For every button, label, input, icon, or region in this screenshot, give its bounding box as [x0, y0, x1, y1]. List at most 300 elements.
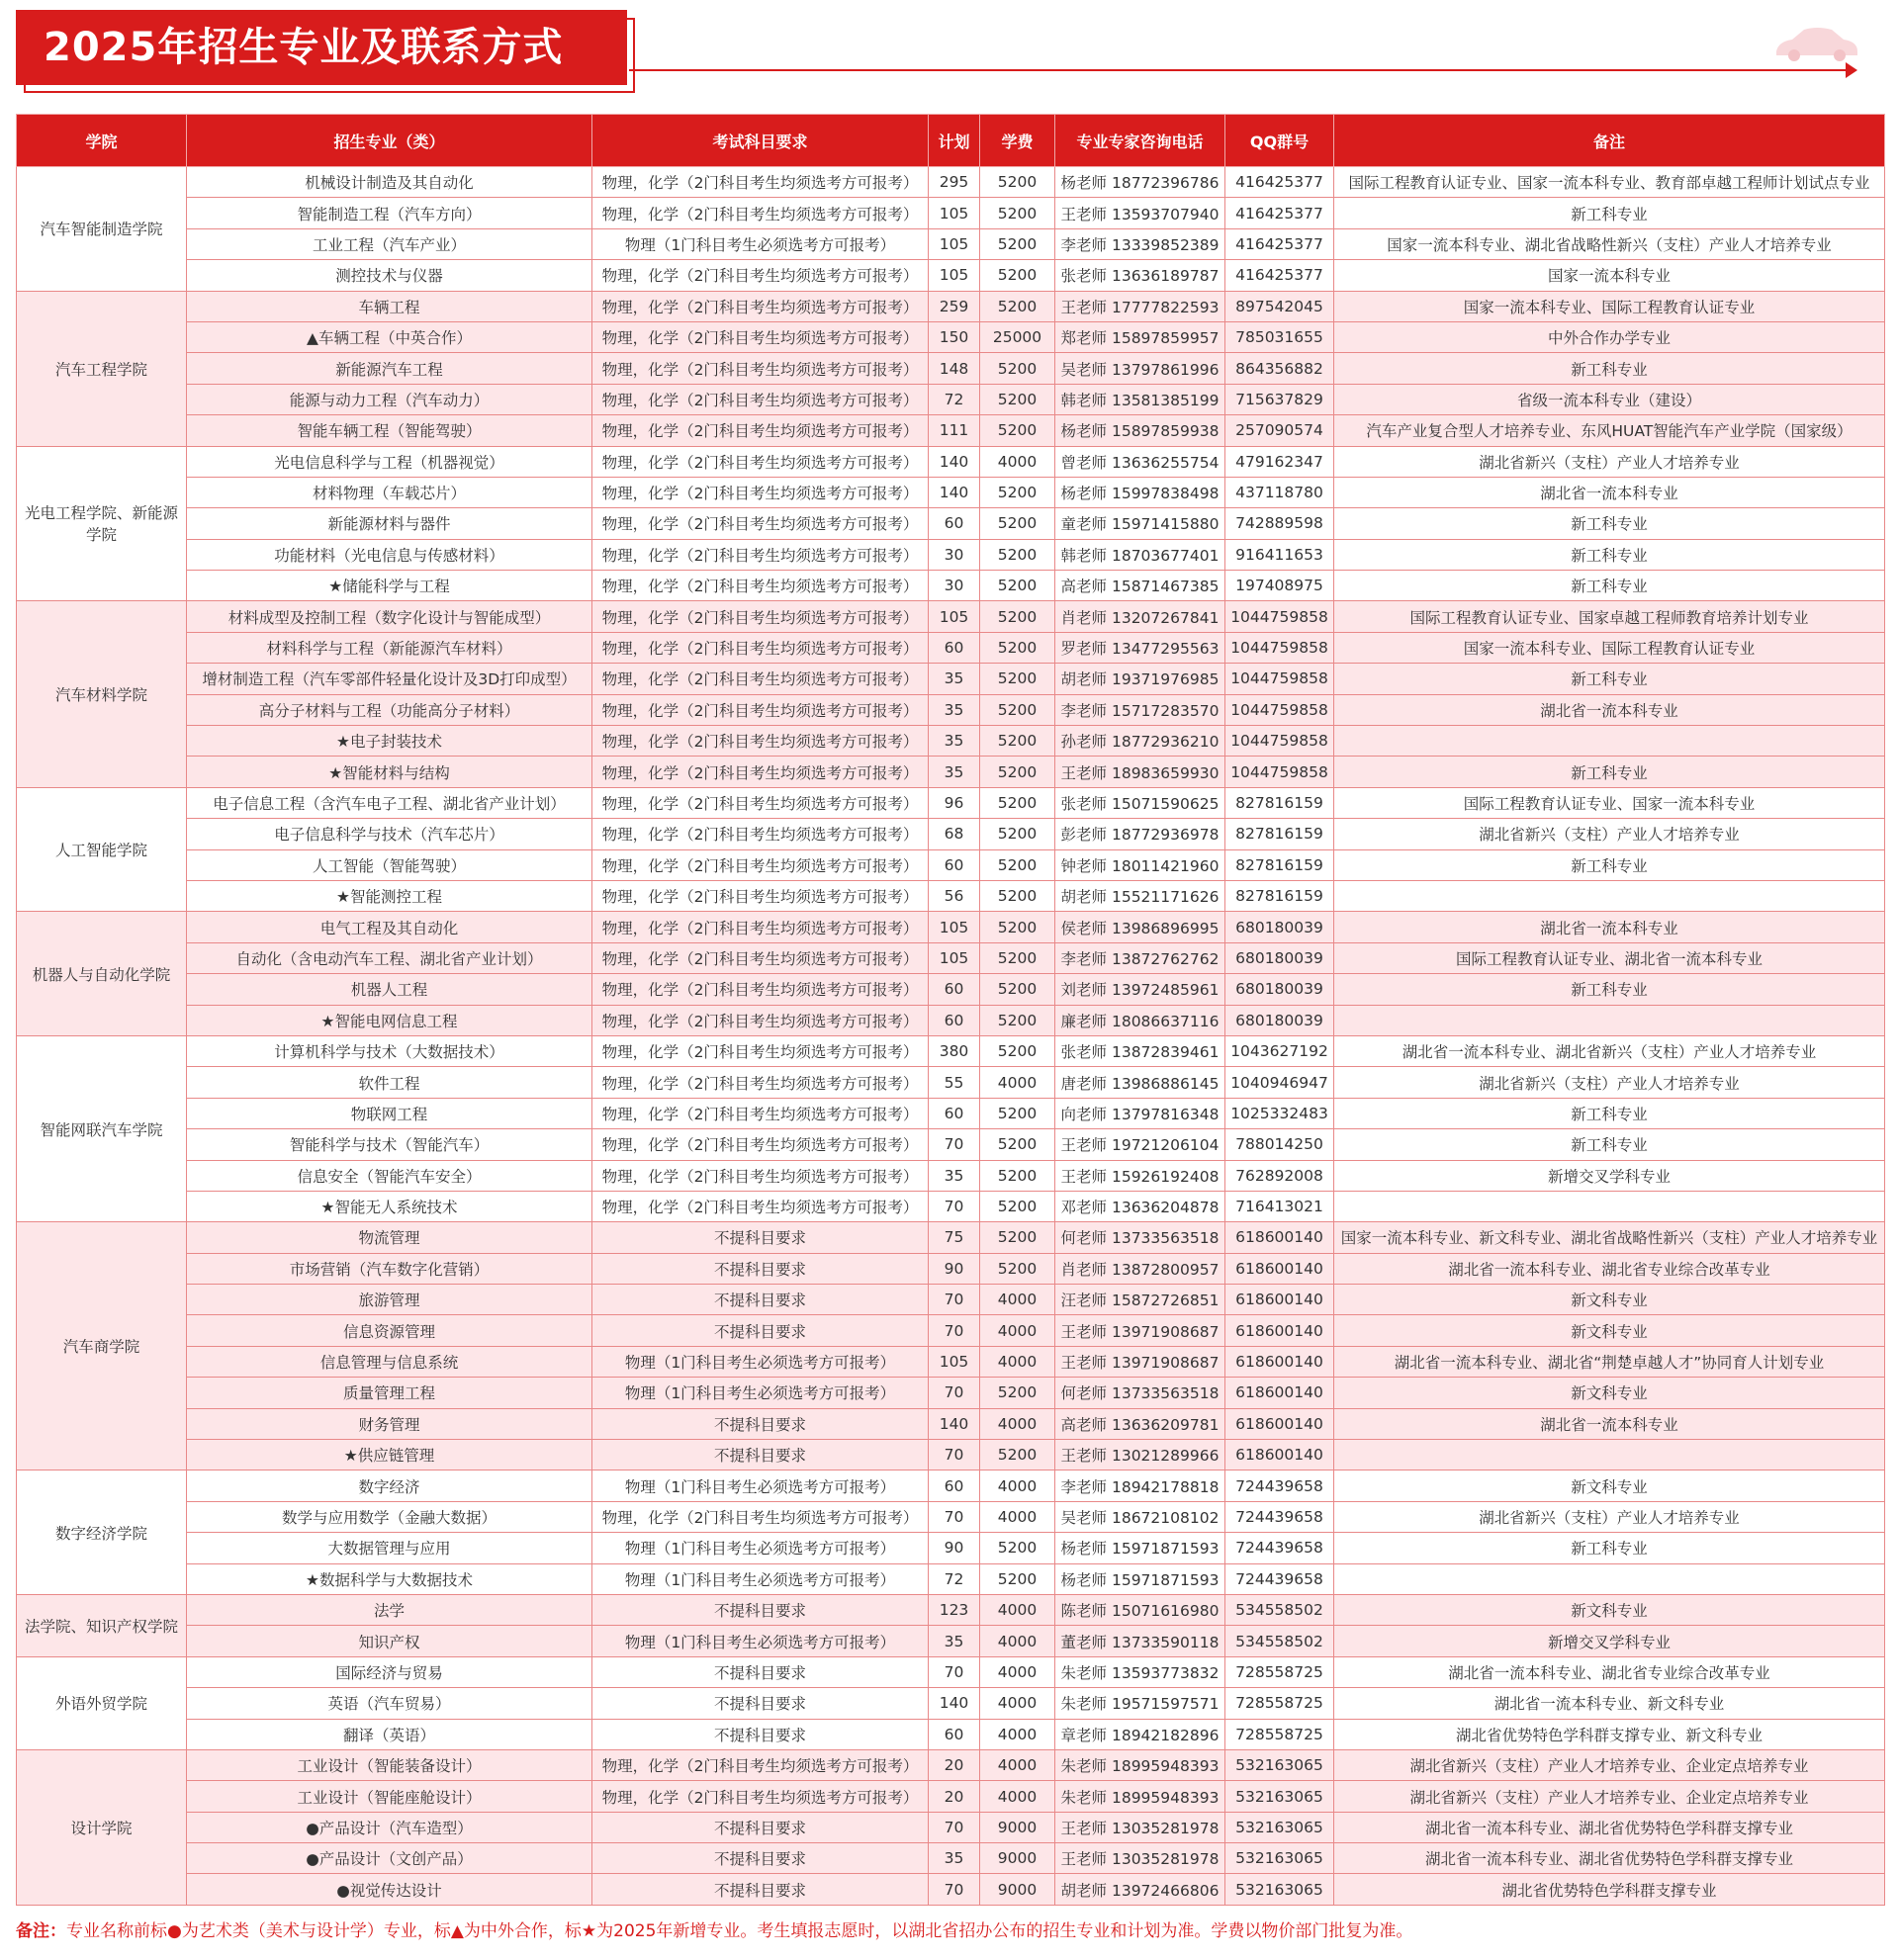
remark-cell: 国际工程教育认证专业、湖北省一流本科专业	[1334, 942, 1885, 973]
remark-cell: 湖北省新兴（支柱）产业人才培养专业	[1334, 1067, 1885, 1098]
table-row	[17, 974, 1885, 1005]
college-cell: 数字经济学院	[17, 1470, 187, 1595]
subject-cell: 不提科目要求	[592, 1285, 929, 1315]
remark-cell	[1334, 880, 1885, 911]
remark-cell: 新工科专业	[1334, 571, 1885, 601]
table-header-row	[17, 115, 1885, 167]
phone-cell: 朱老师 13593773832	[1055, 1656, 1225, 1687]
remark-cell: 新工科专业	[1334, 508, 1885, 539]
remark-cell: 湖北省一流本科专业、湖北省专业综合改革专业	[1334, 1656, 1885, 1687]
table-row	[17, 849, 1885, 880]
remark-cell: 国际工程教育认证专业、国家卓越工程师教育培养计划专业	[1334, 601, 1885, 632]
subject-cell: 物理（1门科目考生必须选考方可报考）	[592, 1470, 929, 1501]
tuition-cell: 25000	[980, 321, 1055, 352]
plan-cell: 35	[929, 694, 980, 725]
tuition-cell: 5200	[980, 384, 1055, 414]
qq-cell: 1044759858	[1225, 694, 1334, 725]
header-plan: 计划	[929, 115, 980, 167]
subject-cell: 不提科目要求	[592, 1594, 929, 1625]
table-row	[17, 321, 1885, 352]
tuition-cell: 4000	[980, 1656, 1055, 1687]
plan-cell: 70	[929, 1378, 980, 1408]
phone-cell: 刘老师 13972485961	[1055, 974, 1225, 1005]
table-row	[17, 571, 1885, 601]
tuition-cell: 5200	[980, 571, 1055, 601]
tuition-cell: 5200	[980, 167, 1055, 198]
college-cell: 机器人与自动化学院	[17, 912, 187, 1036]
subject-cell: 物理，化学（2门科目考生均须选考方可报考）	[592, 260, 929, 291]
remark-cell: 湖北省新兴（支柱）产业人才培养专业	[1334, 1501, 1885, 1532]
qq-cell: 532163065	[1225, 1812, 1334, 1842]
qq-cell: 618600140	[1225, 1408, 1334, 1439]
plan-cell: 123	[929, 1594, 980, 1625]
major-cell: 质量管理工程	[187, 1378, 592, 1408]
subject-cell: 物理，化学（2门科目考生均须选考方可报考）	[592, 1129, 929, 1160]
qq-cell: 724439658	[1225, 1563, 1334, 1594]
table-row	[17, 1285, 1885, 1315]
header-remark: 备注	[1334, 115, 1885, 167]
plan-cell: 68	[929, 819, 980, 849]
college-cell: 智能网联汽车学院	[17, 1035, 187, 1221]
tuition-cell: 5200	[980, 415, 1055, 446]
tuition-cell: 5200	[980, 1222, 1055, 1253]
plan-cell: 60	[929, 974, 980, 1005]
tuition-cell: 5200	[980, 664, 1055, 694]
major-cell: 材料成型及控制工程（数字化设计与智能成型）	[187, 601, 592, 632]
qq-cell: 1025332483	[1225, 1098, 1334, 1128]
major-cell: 新能源汽车工程	[187, 353, 592, 384]
plan-cell: 96	[929, 787, 980, 818]
subject-cell: 物理，化学（2门科目考生均须选考方可报考）	[592, 601, 929, 632]
qq-cell: 532163065	[1225, 1874, 1334, 1905]
phone-cell: 向老师 13797816348	[1055, 1098, 1225, 1128]
subject-cell: 物理（1门科目考生必须选考方可报考）	[592, 1378, 929, 1408]
phone-cell: 杨老师 18772396786	[1055, 167, 1225, 198]
phone-cell: 何老师 13733563518	[1055, 1222, 1225, 1253]
phone-cell: 何老师 13733563518	[1055, 1378, 1225, 1408]
major-cell: 英语（汽车贸易）	[187, 1688, 592, 1719]
table-row	[17, 1067, 1885, 1098]
major-cell: 财务管理	[187, 1408, 592, 1439]
plan-cell: 60	[929, 1470, 980, 1501]
phone-cell: 罗老师 13477295563	[1055, 632, 1225, 663]
plan-cell: 35	[929, 1626, 980, 1656]
subject-cell: 物理，化学（2门科目考生均须选考方可报考）	[592, 632, 929, 663]
remark-cell: 新工科专业	[1334, 849, 1885, 880]
plan-cell: 20	[929, 1749, 980, 1780]
subject-cell: 不提科目要求	[592, 1222, 929, 1253]
plan-cell: 70	[929, 1874, 980, 1905]
plan-cell: 72	[929, 384, 980, 414]
remark-cell: 新文科专业	[1334, 1470, 1885, 1501]
phone-cell: 郑老师 15897859957	[1055, 321, 1225, 352]
qq-cell: 916411653	[1225, 539, 1334, 570]
tuition-cell: 5200	[980, 601, 1055, 632]
plan-cell: 70	[929, 1285, 980, 1315]
tuition-cell: 5200	[980, 1160, 1055, 1191]
tuition-cell: 5200	[980, 1098, 1055, 1128]
plan-cell: 55	[929, 1067, 980, 1098]
plan-cell: 20	[929, 1781, 980, 1812]
subject-cell: 不提科目要求	[592, 1440, 929, 1470]
subject-cell: 物理，化学（2门科目考生均须选考方可报考）	[592, 942, 929, 973]
college-cell: 汽车商学院	[17, 1222, 187, 1470]
plan-cell: 72	[929, 1563, 980, 1594]
table-row	[17, 1346, 1885, 1377]
table-row	[17, 694, 1885, 725]
tuition-cell: 5200	[980, 942, 1055, 973]
remark-cell: 新工科专业	[1334, 1129, 1885, 1160]
subject-cell: 物理，化学（2门科目考生均须选考方可报考）	[592, 912, 929, 942]
phone-cell: 肖老师 13872800957	[1055, 1253, 1225, 1284]
qq-cell: 788014250	[1225, 1129, 1334, 1160]
remark-cell: 国家一流本科专业	[1334, 260, 1885, 291]
table-row	[17, 942, 1885, 973]
subject-cell: 物理，化学（2门科目考生均须选考方可报考）	[592, 1098, 929, 1128]
table-row	[17, 1470, 1885, 1501]
plan-cell: 90	[929, 1253, 980, 1284]
phone-cell: 王老师 19721206104	[1055, 1129, 1225, 1160]
tuition-cell: 4000	[980, 1067, 1055, 1098]
subject-cell: 物理，化学（2门科目考生均须选考方可报考）	[592, 1035, 929, 1066]
subject-cell: 物理，化学（2门科目考生均须选考方可报考）	[592, 787, 929, 818]
major-cell: 计算机科学与技术（大数据技术）	[187, 1035, 592, 1066]
subject-cell: 物理，化学（2门科目考生均须选考方可报考）	[592, 291, 929, 321]
major-cell: ★智能电网信息工程	[187, 1005, 592, 1035]
qq-cell: 197408975	[1225, 571, 1334, 601]
major-cell: 工业设计（智能座舱设计）	[187, 1781, 592, 1812]
remark-cell: 新工科专业	[1334, 198, 1885, 228]
qq-cell: 1044759858	[1225, 757, 1334, 787]
phone-cell: 杨老师 15997838498	[1055, 477, 1225, 507]
remark-cell: 新工科专业	[1334, 664, 1885, 694]
remark-cell	[1334, 1005, 1885, 1035]
phone-cell: 张老师 15071590625	[1055, 787, 1225, 818]
table-row	[17, 1874, 1885, 1905]
subject-cell: 物理（1门科目考生必须选考方可报考）	[592, 1346, 929, 1377]
major-cell: ●产品设计（汽车造型）	[187, 1812, 592, 1842]
subject-cell: 物理，化学（2门科目考生均须选考方可报考）	[592, 694, 929, 725]
table-row	[17, 1563, 1885, 1594]
remark-cell: 国际工程教育认证专业、国家一流本科专业、教育部卓越工程师计划试点专业	[1334, 167, 1885, 198]
tuition-cell: 5200	[980, 632, 1055, 663]
subject-cell: 物理，化学（2门科目考生均须选考方可报考）	[592, 508, 929, 539]
plan-cell: 150	[929, 321, 980, 352]
plan-cell: 105	[929, 942, 980, 973]
phone-cell: 韩老师 13581385199	[1055, 384, 1225, 414]
plan-cell: 140	[929, 1408, 980, 1439]
phone-cell: 孙老师 18772936210	[1055, 726, 1225, 757]
major-cell: 机器人工程	[187, 974, 592, 1005]
qq-cell: 534558502	[1225, 1626, 1334, 1656]
major-cell: 材料物理（车载芯片）	[187, 477, 592, 507]
phone-cell: 侯老师 13986896995	[1055, 912, 1225, 942]
table-row	[17, 1781, 1885, 1812]
major-cell: ★电子封装技术	[187, 726, 592, 757]
subject-cell: 物理（1门科目考生必须选考方可报考）	[592, 228, 929, 259]
table-row	[17, 1719, 1885, 1749]
header-college: 学院	[17, 115, 187, 167]
phone-cell: 李老师 18942178818	[1055, 1470, 1225, 1501]
phone-cell: 王老师 13035281978	[1055, 1812, 1225, 1842]
remark-cell: 湖北省一流本科专业、湖北省专业综合改革专业	[1334, 1253, 1885, 1284]
tuition-cell: 4000	[980, 1594, 1055, 1625]
plan-cell: 60	[929, 849, 980, 880]
phone-cell: 王老师 15926192408	[1055, 1160, 1225, 1191]
phone-cell: 胡老师 13972466806	[1055, 1874, 1225, 1905]
remark-cell: 湖北省一流本科专业	[1334, 1408, 1885, 1439]
subject-cell: 物理，化学（2门科目考生均须选考方可报考）	[592, 353, 929, 384]
tuition-cell: 5200	[980, 1563, 1055, 1594]
qq-cell: 827816159	[1225, 819, 1334, 849]
page-title: 2025年招生专业及联系方式	[16, 10, 627, 85]
major-cell: 法学	[187, 1594, 592, 1625]
plan-cell: 105	[929, 198, 980, 228]
qq-cell: 724439658	[1225, 1501, 1334, 1532]
plan-cell: 140	[929, 1688, 980, 1719]
qq-cell: 827816159	[1225, 787, 1334, 818]
table-body	[17, 167, 1885, 1906]
remark-cell: 国家一流本科专业、国际工程教育认证专业	[1334, 291, 1885, 321]
table-row	[17, 384, 1885, 414]
major-cell: 电子信息科学与技术（汽车芯片）	[187, 819, 592, 849]
table-row	[17, 1501, 1885, 1532]
subject-cell: 物理（1门科目考生必须选考方可报考）	[592, 1626, 929, 1656]
major-cell: 智能科学与技术（智能汽车）	[187, 1129, 592, 1160]
plan-cell: 70	[929, 1656, 980, 1687]
plan-cell: 70	[929, 1501, 980, 1532]
subject-cell: 物理，化学（2门科目考生均须选考方可报考）	[592, 974, 929, 1005]
remark-cell: 汽车产业复合型人才培养专业、东风HUAT智能汽车产业学院（国家级）	[1334, 415, 1885, 446]
qq-cell: 532163065	[1225, 1781, 1334, 1812]
remark-cell	[1334, 726, 1885, 757]
tuition-cell: 5200	[980, 1005, 1055, 1035]
table-row	[17, 664, 1885, 694]
table-row	[17, 1812, 1885, 1842]
major-cell: 物联网工程	[187, 1098, 592, 1128]
major-cell: 信息安全（智能汽车安全）	[187, 1160, 592, 1191]
plan-cell: 111	[929, 415, 980, 446]
qq-cell: 742889598	[1225, 508, 1334, 539]
qq-cell: 864356882	[1225, 353, 1334, 384]
plan-cell: 60	[929, 1098, 980, 1128]
subject-cell: 不提科目要求	[592, 1315, 929, 1346]
major-cell: ●产品设计（文创产品）	[187, 1843, 592, 1874]
remark-cell: 湖北省新兴（支柱）产业人才培养专业、企业定点培养专业	[1334, 1781, 1885, 1812]
remark-cell: 新文科专业	[1334, 1378, 1885, 1408]
table-row	[17, 1160, 1885, 1191]
phone-cell: 王老师 18983659930	[1055, 757, 1225, 787]
major-cell: ★智能测控工程	[187, 880, 592, 911]
qq-cell: 1044759858	[1225, 632, 1334, 663]
phone-cell: 王老师 13971908687	[1055, 1315, 1225, 1346]
plan-cell: 105	[929, 912, 980, 942]
qq-cell: 618600140	[1225, 1346, 1334, 1377]
table-row	[17, 415, 1885, 446]
table-row	[17, 228, 1885, 259]
subject-cell: 物理，化学（2门科目考生均须选考方可报考）	[592, 1191, 929, 1221]
qq-cell: 416425377	[1225, 260, 1334, 291]
phone-cell: 肖老师 13207267841	[1055, 601, 1225, 632]
phone-cell: 童老师 15971415880	[1055, 508, 1225, 539]
phone-cell: 杨老师 15971871593	[1055, 1563, 1225, 1594]
qq-cell: 618600140	[1225, 1440, 1334, 1470]
table-row	[17, 260, 1885, 291]
qq-cell: 534558502	[1225, 1594, 1334, 1625]
phone-cell: 廉老师 18086637116	[1055, 1005, 1225, 1035]
header-subject: 考试科目要求	[592, 115, 929, 167]
subject-cell: 物理，化学（2门科目考生均须选考方可报考）	[592, 321, 929, 352]
subject-cell: 不提科目要求	[592, 1408, 929, 1439]
tuition-cell: 5200	[980, 260, 1055, 291]
remark-cell: 湖北省一流本科专业、湖北省“荆楚卓越人才”协同育人计划专业	[1334, 1346, 1885, 1377]
qq-cell: 680180039	[1225, 912, 1334, 942]
table-row	[17, 1098, 1885, 1128]
major-cell: 人工智能（智能驾驶）	[187, 849, 592, 880]
remark-cell: 新文科专业	[1334, 1594, 1885, 1625]
table-row	[17, 819, 1885, 849]
remark-cell	[1334, 1563, 1885, 1594]
qq-cell: 785031655	[1225, 321, 1334, 352]
subject-cell: 物理，化学（2门科目考生均须选考方可报考）	[592, 477, 929, 507]
table-row	[17, 787, 1885, 818]
tuition-cell: 9000	[980, 1812, 1055, 1842]
phone-cell: 彭老师 18772936978	[1055, 819, 1225, 849]
admissions-table	[16, 114, 1885, 1906]
subject-cell: 不提科目要求	[592, 1812, 929, 1842]
tuition-cell: 5200	[980, 849, 1055, 880]
remark-cell: 新增交叉学科专业	[1334, 1160, 1885, 1191]
tuition-cell: 5200	[980, 508, 1055, 539]
table-row	[17, 912, 1885, 942]
tuition-cell: 5200	[980, 757, 1055, 787]
phone-cell: 唐老师 13986886145	[1055, 1067, 1225, 1098]
table-row	[17, 1005, 1885, 1035]
qq-cell: 618600140	[1225, 1285, 1334, 1315]
subject-cell: 物理，化学（2门科目考生均须选考方可报考）	[592, 849, 929, 880]
plan-cell: 56	[929, 880, 980, 911]
plan-cell: 140	[929, 446, 980, 477]
tuition-cell: 4000	[980, 1285, 1055, 1315]
major-cell: 信息资源管理	[187, 1315, 592, 1346]
tuition-cell: 5200	[980, 228, 1055, 259]
qq-cell: 728558725	[1225, 1688, 1334, 1719]
tuition-cell: 5200	[980, 539, 1055, 570]
major-cell: 电气工程及其自动化	[187, 912, 592, 942]
plan-cell: 60	[929, 508, 980, 539]
table-row	[17, 1749, 1885, 1780]
plan-cell: 30	[929, 571, 980, 601]
subject-cell: 物理，化学（2门科目考生均须选考方可报考）	[592, 1781, 929, 1812]
table-row	[17, 167, 1885, 198]
subject-cell: 物理，化学（2门科目考生均须选考方可报考）	[592, 571, 929, 601]
remark-cell: 湖北省新兴（支柱）产业人才培养专业	[1334, 446, 1885, 477]
major-cell: 旅游管理	[187, 1285, 592, 1315]
header-qq: QQ群号	[1225, 115, 1334, 167]
plan-cell: 105	[929, 601, 980, 632]
qq-cell: 1044759858	[1225, 726, 1334, 757]
major-cell: 数学与应用数学（金融大数据）	[187, 1501, 592, 1532]
phone-cell: 王老师 17777822593	[1055, 291, 1225, 321]
table-row	[17, 601, 1885, 632]
major-cell: ●视觉传达设计	[187, 1874, 592, 1905]
qq-cell: 680180039	[1225, 942, 1334, 973]
qq-cell: 1043627192	[1225, 1035, 1334, 1066]
major-cell: 机械设计制造及其自动化	[187, 167, 592, 198]
subject-cell: 不提科目要求	[592, 1843, 929, 1874]
tuition-cell: 4000	[980, 1626, 1055, 1656]
phone-cell: 高老师 15871467385	[1055, 571, 1225, 601]
remark-cell: 新文科专业	[1334, 1285, 1885, 1315]
remark-cell: 新工科专业	[1334, 974, 1885, 1005]
major-cell: 翻译（英语）	[187, 1719, 592, 1749]
subject-cell: 物理，化学（2门科目考生均须选考方可报考）	[592, 167, 929, 198]
phone-cell: 王老师 13035281978	[1055, 1843, 1225, 1874]
table-row	[17, 1656, 1885, 1687]
table-row	[17, 1129, 1885, 1160]
remark-cell	[1334, 1191, 1885, 1221]
table-row	[17, 1315, 1885, 1346]
table-row	[17, 1440, 1885, 1470]
plan-cell: 105	[929, 260, 980, 291]
major-cell: 高分子材料与工程（功能高分子材料）	[187, 694, 592, 725]
remark-cell: 湖北省一流本科专业	[1334, 912, 1885, 942]
remark-cell: 新工科专业	[1334, 757, 1885, 787]
subject-cell: 物理，化学（2门科目考生均须选考方可报考）	[592, 198, 929, 228]
table-row	[17, 446, 1885, 477]
major-cell: 软件工程	[187, 1067, 592, 1098]
qq-cell: 715637829	[1225, 384, 1334, 414]
tuition-cell: 5200	[980, 1035, 1055, 1066]
remark-cell: 湖北省一流本科专业、新文科专业	[1334, 1688, 1885, 1719]
phone-cell: 李老师 13339852389	[1055, 228, 1225, 259]
college-cell: 人工智能学院	[17, 787, 187, 912]
table-row	[17, 1626, 1885, 1656]
table-row	[17, 1253, 1885, 1284]
phone-cell: 邓老师 13636204878	[1055, 1191, 1225, 1221]
remark-cell: 湖北省一流本科专业、湖北省优势特色学科群支撑专业	[1334, 1812, 1885, 1842]
table-row	[17, 632, 1885, 663]
phone-cell: 章老师 18942182896	[1055, 1719, 1225, 1749]
qq-cell: 618600140	[1225, 1315, 1334, 1346]
qq-cell: 897542045	[1225, 291, 1334, 321]
table-row	[17, 1533, 1885, 1563]
tuition-cell: 5200	[980, 974, 1055, 1005]
plan-cell: 60	[929, 1719, 980, 1749]
plan-cell: 380	[929, 1035, 980, 1066]
qq-cell: 716413021	[1225, 1191, 1334, 1221]
qq-cell: 680180039	[1225, 974, 1334, 1005]
phone-cell: 陈老师 15071616980	[1055, 1594, 1225, 1625]
tuition-cell: 9000	[980, 1843, 1055, 1874]
qq-cell: 479162347	[1225, 446, 1334, 477]
tuition-cell: 4000	[980, 1315, 1055, 1346]
plan-cell: 60	[929, 632, 980, 663]
plan-cell: 60	[929, 1005, 980, 1035]
tuition-cell: 4000	[980, 1346, 1055, 1377]
remark-cell: 省级一流本科专业（建设）	[1334, 384, 1885, 414]
remark-cell: 国家一流本科专业、新文科专业、湖北省战略性新兴（支柱）产业人才培养专业	[1334, 1222, 1885, 1253]
college-cell: 外语外贸学院	[17, 1656, 187, 1749]
plan-cell: 148	[929, 353, 980, 384]
plan-cell: 105	[929, 1346, 980, 1377]
table-row	[17, 1688, 1885, 1719]
major-cell: ★智能材料与结构	[187, 757, 592, 787]
phone-cell: 胡老师 15521171626	[1055, 880, 1225, 911]
phone-cell: 高老师 13636209781	[1055, 1408, 1225, 1439]
remark-cell	[1334, 1440, 1885, 1470]
remark-cell: 湖北省新兴（支柱）产业人才培养专业	[1334, 819, 1885, 849]
